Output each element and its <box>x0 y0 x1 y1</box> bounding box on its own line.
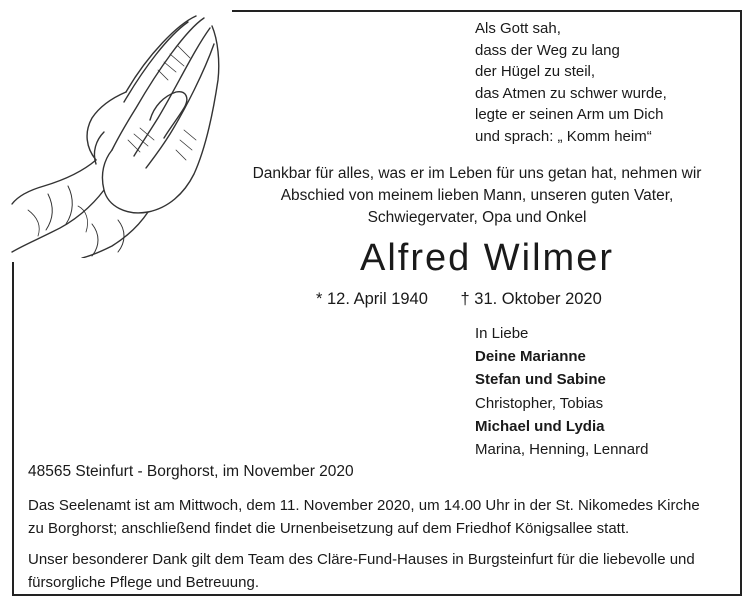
notice-line: zu Borghorst; anschließend findet die Urnenbeisetzung auf dem Friedhof Königsallee statt. <box>28 519 630 537</box>
illustration-area <box>0 0 232 262</box>
service-notice <box>28 495 740 540</box>
birth-date: * 12. April 1940 <box>316 290 428 308</box>
deceased-name: Alfred Wilmer <box>359 237 615 279</box>
family-intro: In Liebe <box>475 325 529 342</box>
praying-hands-icon <box>8 10 228 258</box>
intro-text <box>232 163 722 229</box>
family-member: Deine Marianne <box>475 348 586 366</box>
family-member: Stefan und Sabine <box>475 371 606 389</box>
poem-line: und sprach: „ Komm heim“ <box>475 127 652 145</box>
intro-line: Schwiegervater, Opa und Onkel <box>367 209 587 226</box>
family-list <box>475 322 648 461</box>
family-member: Christopher, Tobias <box>475 394 604 412</box>
thanks-note <box>28 549 740 594</box>
poem <box>475 18 667 148</box>
life-dates <box>316 288 602 310</box>
thanks-line: fürsorgliche Pflege und Betreuung. <box>28 573 259 591</box>
poem-line: der Hügel zu steil, <box>475 63 596 81</box>
intro-line: Abschied von meinem lieben Mann, unseren guten Vater, <box>280 187 674 204</box>
place-date: 48565 Steinfurt - Borghorst, im November 2020 <box>28 463 354 480</box>
intro-line: Dankbar für alles, was er im Leben für uns getan hat, nehmen wir <box>252 165 702 182</box>
poem-line: das Atmen zu schwer wurde, <box>475 84 667 102</box>
thanks-line: Unser besonderer Dank gilt dem Team des Cläre-Fund-Hauses in Burgsteinfurt für die liebevolle und <box>28 551 695 568</box>
death-date: † 31. Oktober 2020 <box>460 290 602 308</box>
poem-line: legte er seinen Arm um Dich <box>475 106 664 124</box>
family-member: Marina, Henning, Lennard <box>475 441 649 459</box>
family-member: Michael und Lydia <box>475 417 605 435</box>
notice-line: Das Seelenamt ist am Mittwoch, dem 11. November 2020, um 14.00 Uhr in der St. Nikomedes Kirche <box>28 497 700 514</box>
poem-line: dass der Weg zu lang <box>475 41 620 59</box>
poem-line: Als Gott sah, <box>475 20 561 37</box>
